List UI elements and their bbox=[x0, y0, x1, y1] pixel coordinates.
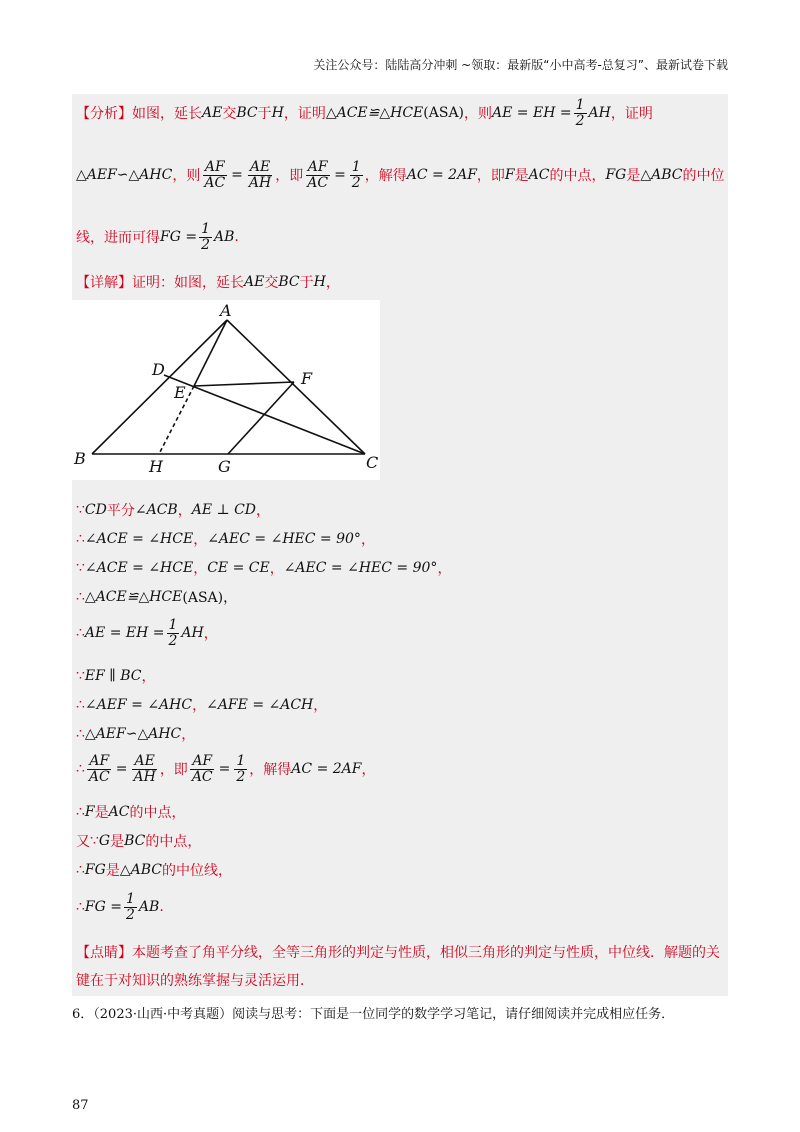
fraction-denominator: AH bbox=[133, 768, 156, 785]
math-ae: AE bbox=[244, 274, 265, 290]
math-expr: △ACE≌△HCE bbox=[84, 589, 183, 605]
therefore-symbol: ∴ bbox=[76, 899, 85, 916]
math-h: H bbox=[313, 274, 326, 290]
math-expr: FG bbox=[84, 862, 106, 878]
math-expr: ∠AEC = ∠HEC = 90° bbox=[207, 531, 361, 547]
because-symbol: ∵ bbox=[76, 502, 85, 518]
therefore-symbol: ∴ bbox=[76, 625, 85, 642]
proof-step bbox=[76, 618, 218, 648]
analysis-text: . bbox=[234, 229, 239, 246]
comment-tag: 【点睛】 bbox=[76, 945, 132, 961]
math-expr: FG = bbox=[84, 899, 122, 916]
proof-step bbox=[76, 831, 201, 851]
triangle-diagram bbox=[72, 300, 380, 480]
analysis-text: 的中位 bbox=[682, 168, 725, 185]
fraction-numerator: 1 bbox=[201, 221, 210, 237]
equals-sign: = bbox=[231, 167, 243, 184]
math-fg: FG bbox=[605, 167, 627, 184]
fraction-numerator: AF bbox=[307, 159, 328, 175]
step-text: ， bbox=[203, 626, 218, 643]
fraction-numerator: AF bbox=[204, 159, 225, 175]
math-expr: AH bbox=[181, 625, 204, 642]
math-ae: AE bbox=[202, 105, 223, 122]
therefore-symbol: ∴ bbox=[76, 761, 85, 778]
math-expr: △AEF∽△AHC bbox=[84, 726, 182, 742]
step-text: ， bbox=[177, 503, 192, 519]
fraction bbox=[234, 754, 247, 784]
math-expr: AC = 2AF bbox=[291, 761, 362, 778]
math-expr: ∠ACE = ∠HCE bbox=[84, 560, 194, 576]
fraction-numerator: 1 bbox=[236, 753, 246, 769]
fraction-half bbox=[167, 618, 180, 648]
step-text: 平分 bbox=[106, 503, 135, 519]
math-expr: F bbox=[84, 804, 95, 820]
step-text: ，解得 bbox=[249, 762, 292, 779]
math-expr: ∠ACB bbox=[134, 502, 178, 518]
analysis-text: 是 bbox=[626, 168, 641, 185]
math-bc: BC bbox=[236, 105, 258, 122]
analysis-text: 如图，延长 bbox=[132, 106, 202, 123]
segment-ab bbox=[92, 320, 227, 454]
fraction-denominator: AC bbox=[88, 768, 110, 785]
fraction-half bbox=[199, 222, 212, 252]
question-6: 6．（2023·山西·中考真题）阅读与思考：下面是一位同学的数学学习笔记，请仔细阅读并完成相应任务． bbox=[72, 1007, 675, 1022]
therefore-symbol: ∴ bbox=[76, 726, 85, 742]
fraction bbox=[305, 160, 330, 190]
step-text: 的中位线， bbox=[161, 863, 232, 879]
step-text: ， bbox=[193, 561, 208, 577]
fraction-denominator: AC bbox=[204, 174, 226, 191]
step-text: ， bbox=[360, 532, 375, 548]
because-symbol: ∵ bbox=[76, 668, 85, 684]
fraction bbox=[350, 160, 363, 190]
comment-text: 本题考查了角平分线，全等三角形的判定与性质，相似三角形的判定与性质，中位线．解题的关 bbox=[132, 945, 720, 961]
math-expr: ∠AEC = ∠HEC = 90° bbox=[283, 560, 438, 576]
analysis-text: ，证明 bbox=[610, 106, 653, 123]
analysis-text: ，则 bbox=[464, 106, 493, 123]
equals-sign: = bbox=[218, 761, 231, 778]
proof-step bbox=[76, 724, 195, 744]
fraction-numerator: 1 bbox=[168, 617, 178, 633]
page-header: 关注公众号：陆陆高分冲刺 ~领取：最新版“小中高考-总复习”、最新试卷下载 bbox=[313, 58, 728, 72]
step-text: 是 bbox=[110, 834, 125, 850]
math-expr: ∠AEF = ∠AHC bbox=[84, 697, 193, 713]
proof-step bbox=[76, 500, 270, 520]
analysis-text: ，即 bbox=[476, 168, 505, 185]
fraction-half bbox=[124, 892, 137, 922]
proof-step bbox=[76, 892, 164, 922]
analysis-text: ，即 bbox=[275, 168, 304, 185]
proof-step bbox=[76, 802, 185, 822]
fraction-denominator: 2 bbox=[201, 236, 210, 253]
proof-step bbox=[76, 587, 237, 607]
fraction-denominator: 2 bbox=[351, 174, 361, 191]
fraction-numerator: AF bbox=[192, 753, 213, 769]
detail-text: 证明：如图，延长 bbox=[132, 275, 244, 291]
comment-line-1 bbox=[76, 942, 720, 962]
analysis-line-1 bbox=[76, 98, 653, 128]
step-text: ， bbox=[141, 669, 156, 685]
comment-line-2 bbox=[76, 970, 314, 990]
fraction-numerator: AF bbox=[89, 753, 110, 769]
analysis-text: 是 bbox=[514, 168, 529, 185]
analysis-line-2 bbox=[76, 160, 725, 190]
math-expr: CD bbox=[84, 502, 107, 518]
step-text: ， bbox=[269, 561, 284, 577]
step-text: . bbox=[159, 899, 164, 916]
segment-ac bbox=[227, 320, 365, 454]
label-e: E bbox=[174, 383, 186, 402]
segment-ef bbox=[194, 382, 294, 386]
step-text: ， bbox=[361, 762, 376, 779]
math-asa: (ASA) bbox=[423, 105, 465, 122]
step-text: 是 bbox=[94, 805, 109, 821]
comment-text: 键在于对知识的熟练掌握与灵活运用． bbox=[76, 973, 314, 989]
math-f: F bbox=[504, 167, 515, 184]
analysis-text: 交 bbox=[222, 106, 237, 123]
label-g: G bbox=[218, 457, 231, 476]
step-text: 的中点， bbox=[145, 834, 202, 850]
equals-sign: = bbox=[115, 761, 128, 778]
step-text: ， bbox=[192, 698, 207, 714]
math-ac: AC bbox=[528, 167, 550, 184]
detail-text: ， bbox=[325, 275, 340, 291]
math-expr: CE = CE bbox=[207, 560, 270, 576]
proof-step bbox=[76, 558, 451, 578]
math-result: AC = 2AF bbox=[406, 167, 477, 184]
equals-sign: = bbox=[334, 167, 346, 184]
therefore-symbol: ∴ bbox=[76, 804, 85, 820]
step-text: ， bbox=[193, 532, 208, 548]
fraction-denominator: 2 bbox=[575, 112, 585, 129]
step-text: ， bbox=[437, 561, 452, 577]
fraction-numerator: 1 bbox=[126, 891, 135, 907]
detail-tag: 【详解】 bbox=[76, 275, 132, 291]
math-equation: FG = bbox=[160, 229, 198, 246]
proof-step bbox=[76, 666, 155, 686]
math-expr: ∠ACE = ∠HCE bbox=[84, 531, 194, 547]
proof-step bbox=[76, 695, 327, 715]
math-expr: EF ∥ BC bbox=[84, 668, 142, 684]
fraction-half bbox=[574, 98, 587, 128]
math-congruence: △ACE≌△HCE bbox=[325, 105, 424, 122]
analysis-tag: 【分析】 bbox=[76, 106, 132, 123]
math-similarity: △AEF∽△AHC bbox=[76, 167, 173, 184]
math-expr: BC bbox=[124, 833, 146, 849]
fraction-numerator: 1 bbox=[351, 159, 361, 175]
page-number: 87 bbox=[72, 1098, 89, 1113]
fraction-numerator: AE bbox=[134, 753, 155, 769]
therefore-symbol: ∴ bbox=[76, 862, 85, 878]
analysis-text: 的中点， bbox=[549, 168, 606, 185]
step-text: 又 bbox=[76, 834, 90, 850]
label-a: A bbox=[220, 301, 232, 320]
fraction bbox=[190, 754, 215, 784]
step-text: 是 bbox=[105, 863, 120, 879]
math-ah: AH bbox=[588, 105, 611, 122]
proof-step bbox=[76, 860, 232, 880]
analysis-text: ，证明 bbox=[283, 106, 326, 123]
fraction-denominator: AC bbox=[191, 768, 213, 785]
step-text: ， bbox=[181, 727, 196, 743]
label-d: D bbox=[152, 360, 165, 379]
step-text: ， bbox=[313, 698, 328, 714]
label-c: C bbox=[366, 453, 379, 472]
because-symbol: ∵ bbox=[76, 560, 85, 576]
fraction-denominator: AH bbox=[248, 174, 272, 191]
fraction-denominator: 2 bbox=[236, 768, 246, 785]
fraction-denominator: AC bbox=[307, 174, 329, 191]
fraction-denominator: 2 bbox=[126, 906, 135, 923]
fraction-numerator: 1 bbox=[575, 97, 585, 113]
math-expr: AC bbox=[108, 804, 130, 820]
label-f: F bbox=[301, 369, 313, 388]
detail-text: 交 bbox=[264, 275, 279, 291]
math-ab: AB bbox=[214, 229, 235, 246]
analysis-line-3 bbox=[76, 222, 239, 252]
fraction-denominator: 2 bbox=[168, 632, 178, 649]
math-bc: BC bbox=[278, 274, 300, 290]
step-text: ，即 bbox=[159, 762, 188, 779]
step-text: 的中点， bbox=[129, 805, 186, 821]
step-text: (ASA)， bbox=[182, 590, 238, 606]
segment-fg bbox=[228, 382, 294, 454]
math-equation: AE = EH = bbox=[492, 105, 572, 122]
proof-step bbox=[76, 754, 375, 784]
math-expr: △ABC bbox=[119, 862, 162, 878]
fraction bbox=[247, 160, 273, 190]
therefore-symbol: ∴ bbox=[76, 589, 85, 605]
analysis-text: ，则 bbox=[172, 168, 201, 185]
fraction bbox=[131, 754, 157, 784]
math-expr: ∠AFE = ∠ACH bbox=[206, 697, 314, 713]
geometry-figure bbox=[72, 300, 380, 480]
therefore-symbol: ∴ bbox=[76, 531, 85, 547]
therefore-symbol: ∴ bbox=[76, 697, 85, 713]
math-expr: G bbox=[98, 833, 111, 849]
detail-text: 于 bbox=[299, 275, 314, 291]
math-expr: AB bbox=[138, 899, 160, 916]
math-abc: △ABC bbox=[640, 167, 683, 184]
analysis-text: 线，进而可得 bbox=[76, 230, 160, 247]
fraction bbox=[202, 160, 227, 190]
math-expr: AE ⊥ CD bbox=[191, 502, 257, 518]
label-b: B bbox=[74, 449, 86, 468]
math-expr: AE = EH = bbox=[84, 625, 165, 642]
segment-ae bbox=[194, 320, 227, 386]
fraction bbox=[87, 754, 112, 784]
label-h: H bbox=[149, 457, 163, 476]
proof-step bbox=[76, 529, 375, 549]
math-h: H bbox=[271, 105, 284, 122]
analysis-text: 于 bbox=[257, 106, 272, 123]
detail-line bbox=[76, 272, 340, 292]
step-text: ， bbox=[256, 503, 271, 519]
because-symbol: ∵ bbox=[90, 833, 99, 849]
analysis-text: ，解得 bbox=[364, 168, 407, 185]
fraction-numerator: AE bbox=[249, 159, 271, 175]
